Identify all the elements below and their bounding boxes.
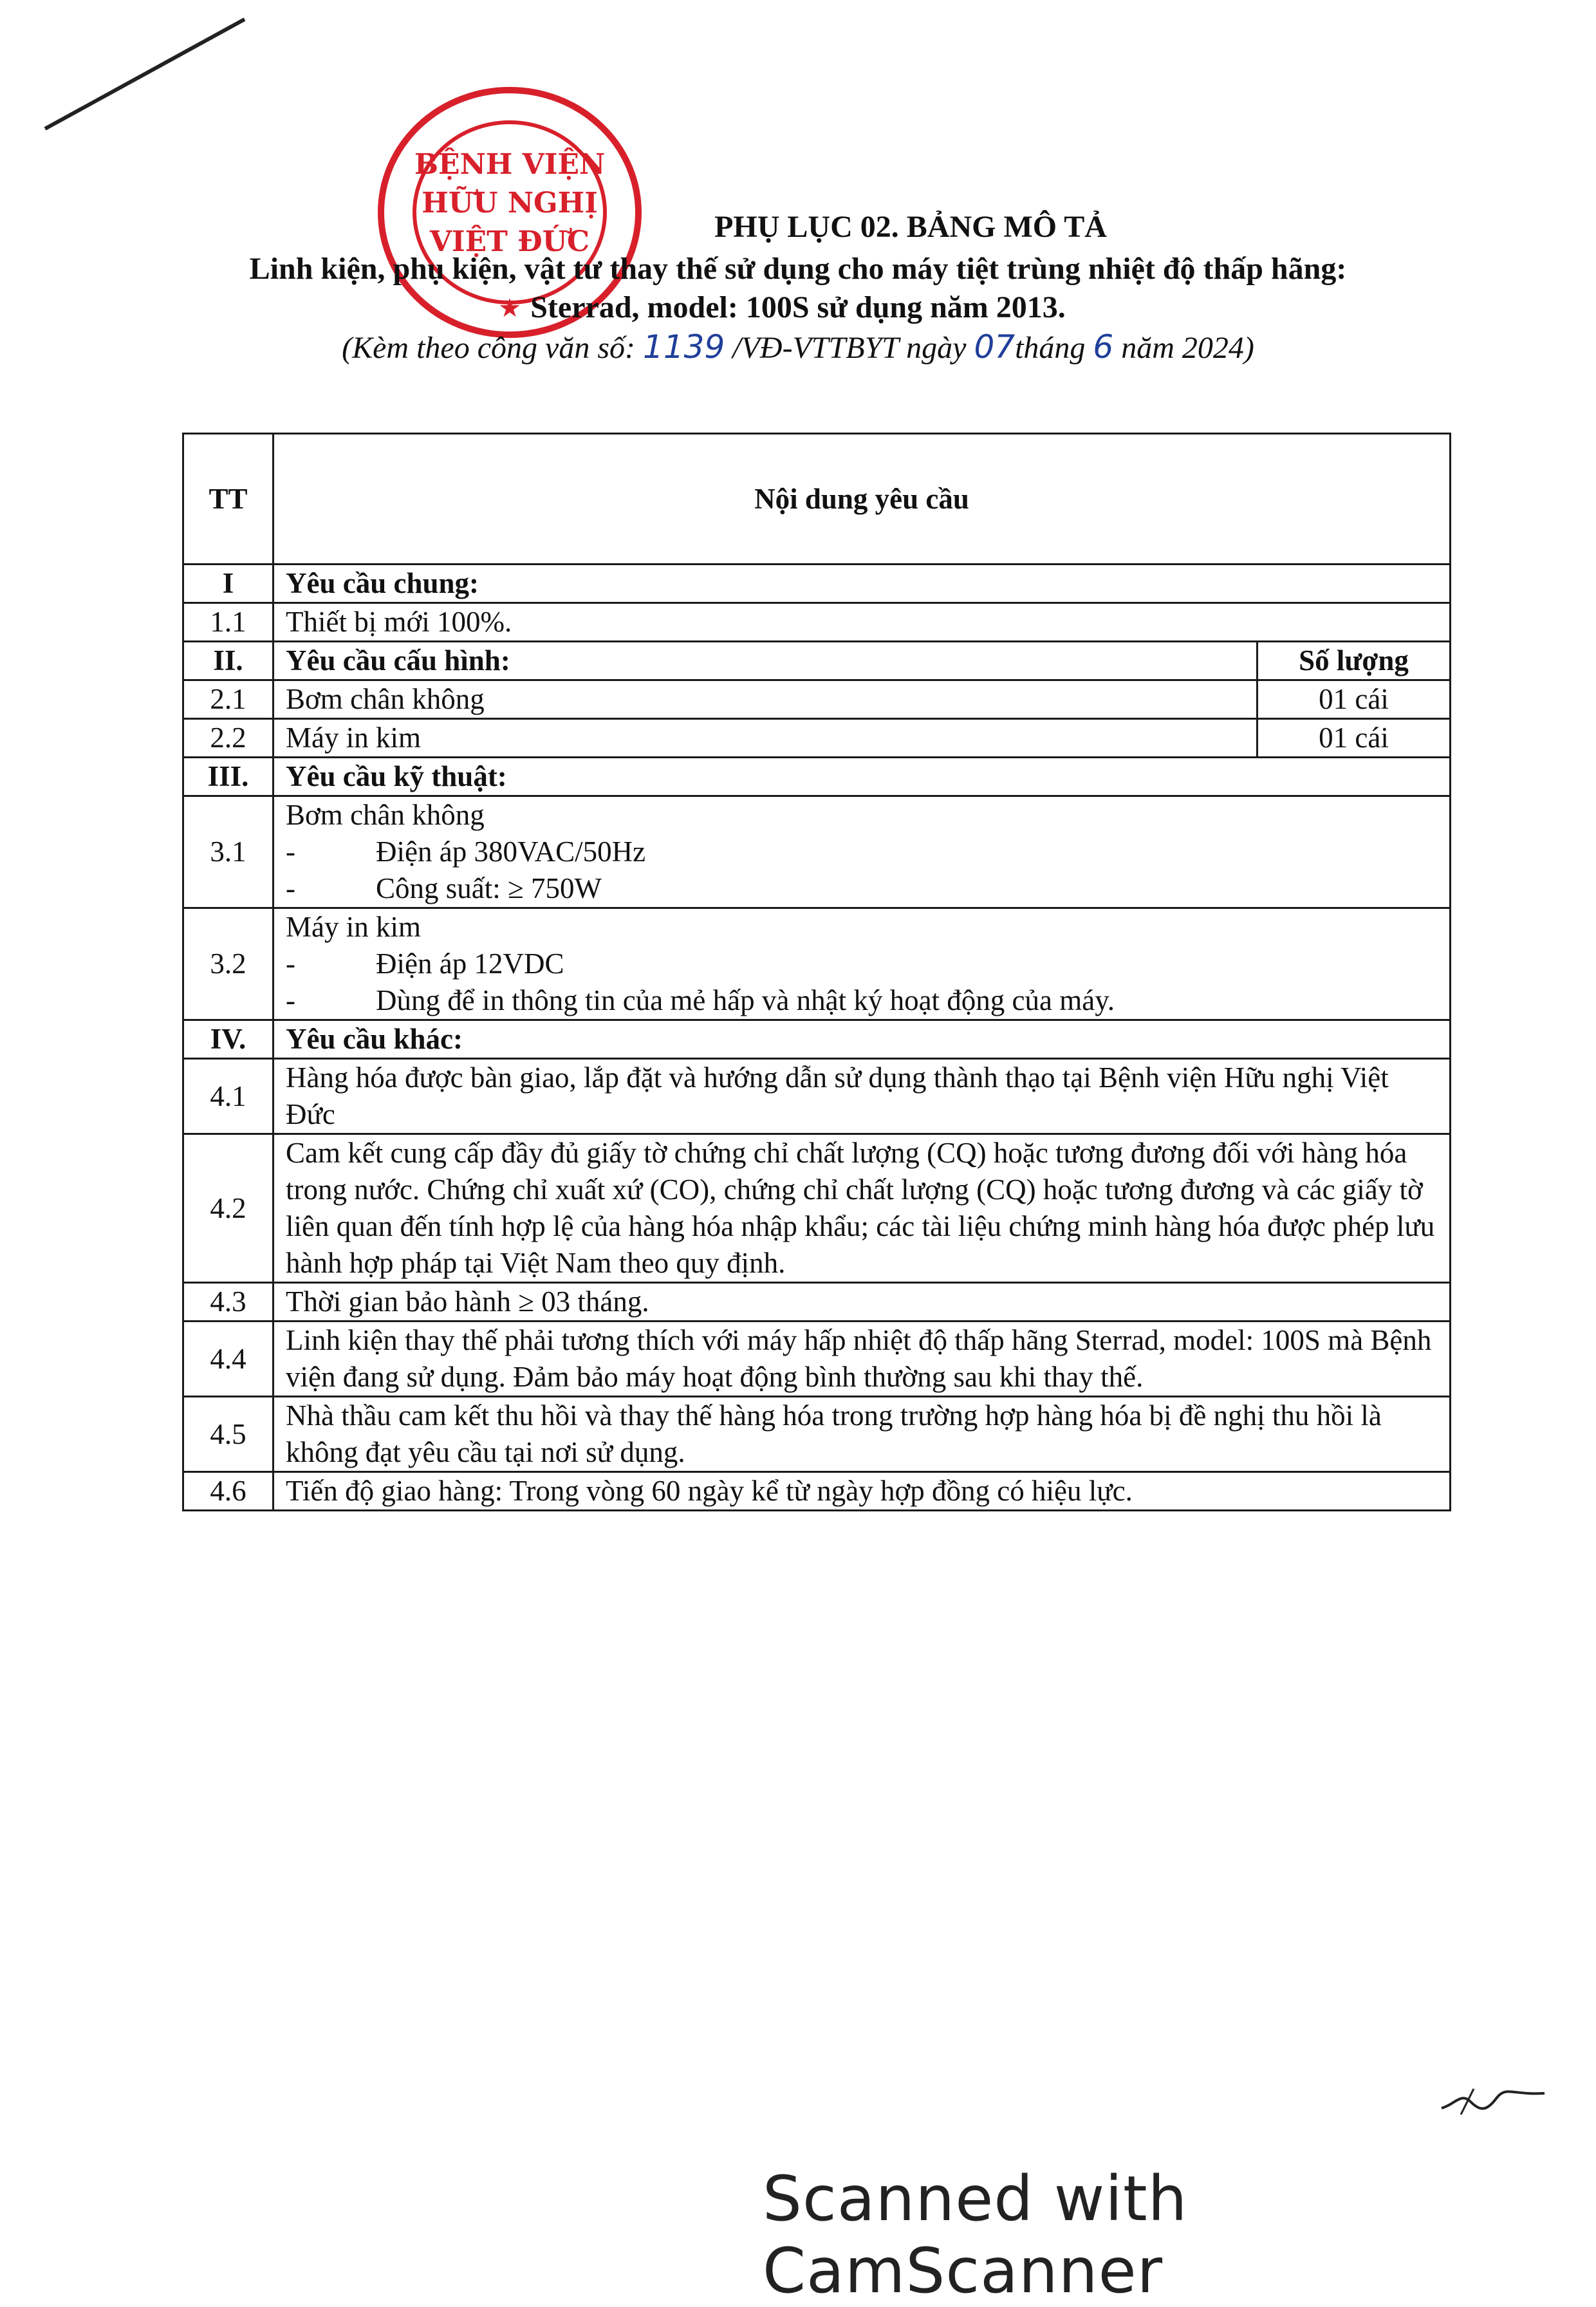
row-number: 4.4 <box>183 1322 274 1397</box>
section-row <box>183 758 1451 796</box>
row-number: 3.1 <box>183 796 274 908</box>
document-subtitle-line2: Sterrad, model: 100S sử dụng năm 2013. <box>530 290 1066 324</box>
row-number: I <box>183 565 274 603</box>
document-subtitle-line1: Linh kiện, phụ kiện, vật tư thay thế sử dụng cho máy tiệt trùng nhiệt độ thấp hãng: <box>249 252 1347 286</box>
header-content: Nội dung yêu cầu <box>274 434 1451 565</box>
row-quantity: 01 cái <box>1257 719 1451 758</box>
row-quantity: 01 cái <box>1257 680 1451 719</box>
item-title: Máy in kim <box>286 911 421 943</box>
table-row <box>183 719 1451 758</box>
bullet-text: Điện áp 12VDC <box>376 948 564 980</box>
ref-suffix: năm 2024) <box>1121 331 1254 365</box>
table-row <box>183 1397 1451 1472</box>
row-text: Tiến độ giao hàng: Trong vòng 60 ngày kể từ ngày hợp đồng có hiệu lực. <box>274 1472 1451 1511</box>
row-number: 4.3 <box>183 1283 274 1322</box>
table-header-row <box>183 434 1451 565</box>
ref-middle: /VĐ-VTTBYT ngày <box>732 331 967 365</box>
row-content <box>274 908 1451 1020</box>
bullet-text: Công suất: ≥ 750W <box>376 872 602 904</box>
document-title: PHỤ LỤC 02. BẢNG MÔ TẢ <box>714 210 1107 244</box>
dash-marker: - <box>286 948 295 980</box>
row-number: 2.1 <box>183 680 274 719</box>
row-number: IV. <box>183 1020 274 1059</box>
bullet-item <box>286 946 1438 982</box>
row-number: III. <box>183 758 274 796</box>
table-row <box>183 680 1451 719</box>
seal-line-3: VIỆT ĐỨC <box>429 225 590 258</box>
row-number: 4.2 <box>183 1134 274 1283</box>
table-row <box>183 908 1451 1020</box>
row-number: 4.6 <box>183 1472 274 1511</box>
row-number: 2.2 <box>183 719 274 758</box>
dash-marker: - <box>286 836 295 868</box>
table-row <box>183 796 1451 908</box>
row-text: Bơm chân không <box>274 680 1257 719</box>
row-text: Cam kết cung cấp đầy đủ giấy tờ chứng chỉ chất lượng (CQ) hoặc tương đương đối với hàng hóa trong nước. Chứng chỉ xuất xứ (CO), chứng chỉ chất lượng (CQ) hoặc tương đương và các giấy tờ liên quan đến tính hợp lệ của hàng hóa nhập khẩu; các tài liệu chứng minh hàng hóa được phép lưu hành hợp pháp tại Việt Nam theo quy định. <box>274 1134 1451 1283</box>
section-label: Yêu cầu kỹ thuật: <box>274 758 1451 796</box>
section-label: Yêu cầu chung: <box>274 565 1451 603</box>
row-text: Thời gian bảo hành ≥ 03 tháng. <box>274 1283 1451 1322</box>
camscanner-watermark: Scanned with CamScanner <box>763 2163 1188 2307</box>
row-content <box>274 796 1451 908</box>
row-number: II. <box>183 642 274 680</box>
bullet-text: Điện áp 380VAC/50Hz <box>376 836 646 868</box>
row-text: Linh kiện thay thế phải tương thích với máy hấp nhiệt độ thấp hãng Sterrad, model: 100S mà Bệnh viện đang sử dụng. Đảm bảo máy hoạt động bình thường sau khi thay thế. <box>274 1322 1451 1397</box>
ref-number: 1139 <box>643 328 725 366</box>
seal-line-1: BỆNH VIỆN <box>414 148 606 181</box>
ref-prefix: (Kèm theo công văn số: <box>342 331 636 365</box>
section-row <box>183 642 1451 680</box>
ref-month: 6 <box>1093 328 1114 366</box>
dash-marker: - <box>286 984 295 1016</box>
quantity-header: Số lượng <box>1257 642 1451 680</box>
row-text: Thiết bị mới 100%. <box>274 603 1451 642</box>
table-row <box>183 1322 1451 1397</box>
scan-edge-line <box>39 6 251 135</box>
bullet-item <box>286 834 1438 870</box>
section-row <box>183 1020 1451 1059</box>
section-label: Yêu cầu khác: <box>274 1020 1451 1059</box>
ref-month-label: tháng <box>1015 331 1086 365</box>
dash-marker: - <box>286 872 295 904</box>
section-row <box>183 565 1451 603</box>
table-row <box>183 1059 1451 1134</box>
row-number: 4.1 <box>183 1059 274 1134</box>
table-row <box>183 1472 1451 1511</box>
document-reference <box>0 328 1596 366</box>
row-number: 1.1 <box>183 603 274 642</box>
row-text: Hàng hóa được bàn giao, lắp đặt và hướng dẫn sử dụng thành thạo tại Bệnh viện Hữu nghị Việt Đức <box>274 1059 1451 1134</box>
bullet-item <box>286 982 1438 1019</box>
item-title: Bơm chân không <box>286 799 485 831</box>
svg-text:★: ★ <box>498 294 521 323</box>
table-row <box>183 603 1451 642</box>
row-number: 4.5 <box>183 1397 274 1472</box>
header-tt: TT <box>183 434 274 565</box>
bullet-item <box>286 870 1438 907</box>
row-text: Nhà thầu cam kết thu hồi và thay thế hàng hóa trong trường hợp hàng hóa bị đề nghị thu hồi là không đạt yêu cầu tại nơi sử dụng. <box>274 1397 1451 1472</box>
handwritten-signature <box>1435 2079 1551 2124</box>
requirements-table <box>182 433 1451 1511</box>
bullet-text: Dùng để in thông tin của mẻ hấp và nhật ký hoạt động của máy. <box>376 984 1115 1016</box>
table-row <box>183 1134 1451 1283</box>
row-number: 3.2 <box>183 908 274 1020</box>
ref-day: 07 <box>974 328 1016 366</box>
section-label: Yêu cầu cấu hình: <box>274 642 1257 680</box>
table-row <box>183 1283 1451 1322</box>
seal-line-2: HỮU NGHỊ <box>422 187 598 219</box>
row-text: Máy in kim <box>274 719 1257 758</box>
